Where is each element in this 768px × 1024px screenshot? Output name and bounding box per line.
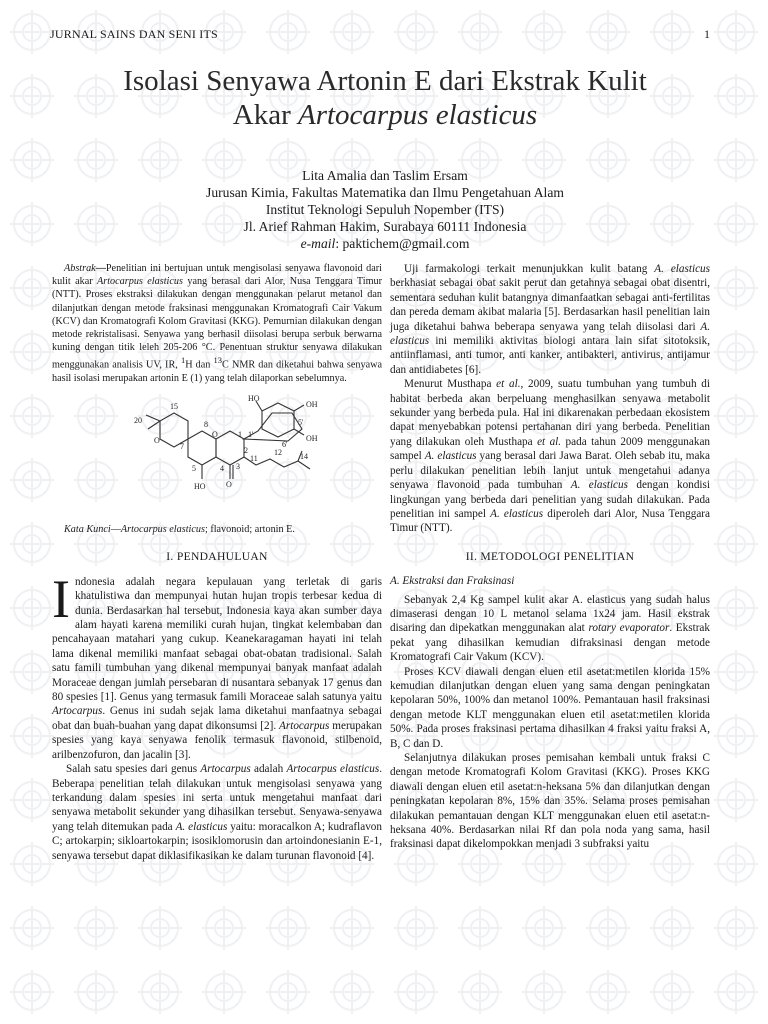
body-text: , 2009, suatu tumbuhan yang tumbuh di habitat berbeda akan berpeluang menghasilkan senyawa metabolit sekunder yang berbeda pula. Hal ini dikarenakan perbedaan ekosistem dapat menyebabkan potensi pertahanan diri yang berbeda. Penelitian yang dilakukan oleh Musthapa xyxy=(390,378,710,448)
body-italic: A. elasticus xyxy=(175,820,228,833)
body-text: diperoleh dari Alor, Nusa Tenggara Timur (NTT). xyxy=(390,507,710,535)
abstract-dash: — xyxy=(95,263,106,274)
struct-label: 12 xyxy=(274,448,282,458)
body-text: dengan kondisi lingkungan yang berbeda dari penelitian yang sudah dilakukan. Pada penelitian ini sampel xyxy=(390,479,710,520)
struct-label: 1 xyxy=(238,430,242,440)
body-italic: et al. xyxy=(496,378,521,391)
structure-drawing xyxy=(52,389,382,515)
intro-paragraph-2 xyxy=(52,762,382,863)
keywords xyxy=(52,523,382,536)
email-line xyxy=(60,235,710,252)
abstract-text: H dan xyxy=(185,359,214,371)
author-block xyxy=(60,167,710,252)
body-text: merupakan spesies yang kaya senyawa fenolik termasuk flavonoid, stilbenoid, arilbenzofuron, dan jacalin [3]. xyxy=(52,719,382,761)
body-italic: A. elasticus xyxy=(654,263,710,275)
method-paragraph-1 xyxy=(390,593,710,665)
page-number: 1 xyxy=(704,27,710,41)
abstract-sup: 13 xyxy=(213,355,223,366)
title-species: Artocarpus elasticus xyxy=(297,99,538,131)
struct-label: 11 xyxy=(250,454,258,464)
method-paragraph-3: Selanjutnya dilakukan proses pemisahan kembali untuk fraksi C dengan metode Kromatografi Kolom Gravitasi (KKG). Proses KKG diawali dengan eluen etil asetat:n-heksana 5% dan dilanjutkan dengan peningkatan kepolaran 8%, 15% dan 35%. Selama proses pemisahan dilakukan pemantauan dengan KLT menggunakan eluen etil asetat:n-heksana 40%. Berdasarkan nilai Rf dan pola noda yang sama, hasil fraksinasi dapat dikelompokkan menjadi 3 subfraksi yaitu xyxy=(390,752,710,851)
title-line-2 xyxy=(40,98,730,132)
body-italic: A. elasticus xyxy=(424,450,477,463)
body-text: Menurut Musthapa xyxy=(404,378,497,391)
body-italic: A. elasticus xyxy=(490,507,544,520)
body-text: Sebanyak 2,4 Kg sampel kulit akar A. elasticus yang sudah halus dimaserasi dengan 10 L metanol selama 1x24 jam. Hasil ekstrak disaring dan dipekatkan menggunakan alat xyxy=(390,593,710,635)
section-heading-methodology: II. METODOLOGI PENELITIAN xyxy=(465,549,635,563)
struct-label: 5' xyxy=(298,418,304,428)
abstract-species: Artocarpus elasticus xyxy=(97,276,183,288)
body-text: . Ekstrak pekat yang dihasilkan kemudian difraksinasi dengan metode Kromatografi Cair Vakum (KCV). xyxy=(390,622,710,664)
body-italic: et al. xyxy=(537,435,562,448)
struct-label: 20 xyxy=(134,416,142,426)
struct-label: HO xyxy=(248,394,260,404)
method-paragraph-2: Proses KCV diawali dengan eluen etil asetat:metilen klorida 15% kemudian dilanjutkan dengan eluen yang sama dengan peningkatan kepolaran 50%, 100% dan metanol 100%. Pemantauan hasil fraksinasi dengan metode KLT menggunakan eluen etil asetat:metilen klorida 50%. Pada proses fraksinasi pertama dihasilkan 4 fraksi yaitu fraksi A, B, C dan D. xyxy=(390,665,710,750)
left-column xyxy=(52,262,382,863)
author-names: Lita Amalia dan Taslim Ersam xyxy=(302,168,468,183)
abstract-sup: 1 xyxy=(180,355,186,366)
affiliation-2: Institut Teknologi Sepuluh Nopember (ITS) xyxy=(265,202,505,217)
struct-label: 5 xyxy=(192,464,196,474)
struct-label: 14 xyxy=(300,452,308,462)
struct-label: OH xyxy=(306,400,318,410)
struct-label: 2 xyxy=(244,446,248,456)
struct-label: 8 xyxy=(204,420,208,430)
right-paragraph-1 xyxy=(390,262,710,377)
abstract-text: yang berasal dari Alor, Nusa Tenggara Timur (NTT). Proses ekstraksi dilakukan dengan menggunakan pelarut metanol dan dilanjutkan dengan metode fraksinasi menggunakan Kromatografi Cair Vakum (KCV) dan Kromatografi Kolom Gravitasi (KKG). Pemurnian dilakukan dengan metode rekristalisasi. Senyawa yang berhasil diisolasi berupa serbuk berwarna kuning dengan titik leleh 205-206 °C. Penentuan struktur senyawa dilakukan menggunakan analisis UV, IR, xyxy=(52,276,382,371)
drop-cap: I xyxy=(52,568,70,629)
struct-label: HO xyxy=(194,482,206,492)
affiliation-1: Jurusan Kimia, Fakultas Matematika dan Ilmu Pengetahuan Alam xyxy=(206,185,564,200)
keywords-rest: ; flavonoid; artonin E. xyxy=(204,524,295,536)
body-italic: Artocarpus xyxy=(279,719,330,732)
struct-label: O xyxy=(212,430,218,440)
struct-label: 6' xyxy=(282,440,288,450)
keywords-species: Artocarpus elasticus xyxy=(120,524,205,536)
body-text: pada tahun 2009 menggunakan sampel xyxy=(390,435,711,463)
body-italic: Artocarpus xyxy=(52,705,103,718)
body-text: Salah satu spesies dari genus xyxy=(66,763,201,776)
body-text: Uji farmakologi terkait menunjukkan kulit batang xyxy=(404,263,655,275)
body-italic: rotary evaporator xyxy=(588,622,670,635)
body-text: . Genus ini sudah sejak lama diketahui manfaatnya sebagai obat dan buah-buahan yang dapat dikonsumsi [2]. xyxy=(52,705,382,732)
abstract-text: Penelitian ini bertujuan untuk mengisolasi senyawa flavonoid dari kulit akar xyxy=(52,263,382,288)
struct-label: 3 xyxy=(236,462,240,472)
body-text: ini memiliki aktivitas biologi antara lain sifat sitotoksik, antiinflamasi, anti tumor, anti kanker, antibakteri, antivirus, antijamur dan antidiabetes [6]. xyxy=(390,335,710,376)
struct-label: 1' xyxy=(248,430,254,440)
body-text: yaitu: moracalkon A; kudraflavon C; artokarpin; sikloartokarpin; isosiklomorusin dan artoindonesianin E-1, senyawa tersebut dapat diklasifikasikan ke dalam turunan flavonoid [4]. xyxy=(52,820,382,862)
struct-label: O xyxy=(154,436,160,446)
body-italic: Artocarpus elasticus xyxy=(286,763,380,776)
body-text: . Beberapa penelitian telah dilakukan untuk mengisolasi senyawa yang terkandung dalam spesies ini serta untuk mengetahui manfaat dari senyawa metabolit sekunder yang dihasilkan tersebut. Senyawa-senyawa yang telah ditemukan pada xyxy=(52,763,382,833)
paper-title xyxy=(40,64,730,132)
body-text: ndonesia adalah negara kepulauan yang terletak di garis khatulistiwa dan mempunyai hutan hujan tropis terbesar kedua di dunia. Berdasarkan hal tersebut, Indonesia kaya akan sumber daya alam hayati karena memiliki curah hujan, tingkat kelembaban dan pencahayaan matahari yang cukup. Keanekaragaman hayati ini telah lama dikenal memiliki manfaat sebagai obat-obatan tradisional. Salah satu famili tumbuhan yang dikenal mempunyai banyak manfaat adalah Moraceae dengan jumlah persebaran di nusantara sebanyak 17 genus dan 80 spesies [1]. Genus yang termasuk famili Moraceae salah satunya yaitu xyxy=(52,575,382,704)
abstract xyxy=(52,262,382,385)
struct-label: OH xyxy=(306,434,318,444)
address: Jl. Arief Rahman Hakim, Surabaya 60111 Indonesia xyxy=(243,219,527,234)
struct-label: 15 xyxy=(170,402,178,412)
body-italic: Artocarpus xyxy=(200,763,251,776)
intro-paragraph-1 xyxy=(52,568,382,762)
keywords-dash: — xyxy=(110,524,121,536)
email-label: e-mail xyxy=(300,236,336,251)
abstract-text: C NMR dan diketahui bahwa senyawa hasil isolasi merupakan artonin E (1) yang telah dilaporkan sebelumnya. xyxy=(52,359,382,385)
body-italic: A. elasticus xyxy=(390,320,710,348)
body-text: yang berasal dari Jawa Barat. Oleh sebab itu, maka perlu dilakukan penelitian lebih lanjut untuk mengetahui adanya senyawa flavonoid pada tumbuhan xyxy=(390,450,710,492)
body-text: berkhasiat sebagai obat sakit perut dan getahnya sebagai obat disentri, sementara seduhan kulit batangnya dimanfaatkan sebagai anti-fertilitas dan pereda demam akibat malaria [5]. Berdasarkan hasil penelitian lain juga diketahui bahwa beberapa senyawa yang telah diisolasi dari xyxy=(390,277,710,333)
artonin-e-structure xyxy=(52,389,382,515)
body-italic: A. elasticus xyxy=(570,479,628,492)
right-paragraph-2 xyxy=(390,377,710,535)
keywords-label: Kata Kunci xyxy=(64,524,111,536)
title-line-1: Isolasi Senyawa Artonin E dari Ekstrak Kulit xyxy=(123,65,647,97)
body-text: adalah xyxy=(250,763,287,776)
email-address[interactable]: : paktichem@gmail.com xyxy=(335,236,470,251)
struct-label: O xyxy=(226,480,232,490)
journal-header: JURNAL SAINS DAN SENI ITS xyxy=(50,27,218,41)
struct-label: 4 xyxy=(220,464,224,474)
struct-label: 7 xyxy=(180,442,184,452)
title-prefix: Akar xyxy=(232,99,298,131)
right-column xyxy=(390,262,710,852)
abstract-label: Abstrak xyxy=(64,263,96,274)
section-heading-introduction: I. PENDAHULUAN xyxy=(166,550,268,564)
subsection-heading-extraction: A. Ekstraksi dan Fraksinasi xyxy=(390,575,515,588)
